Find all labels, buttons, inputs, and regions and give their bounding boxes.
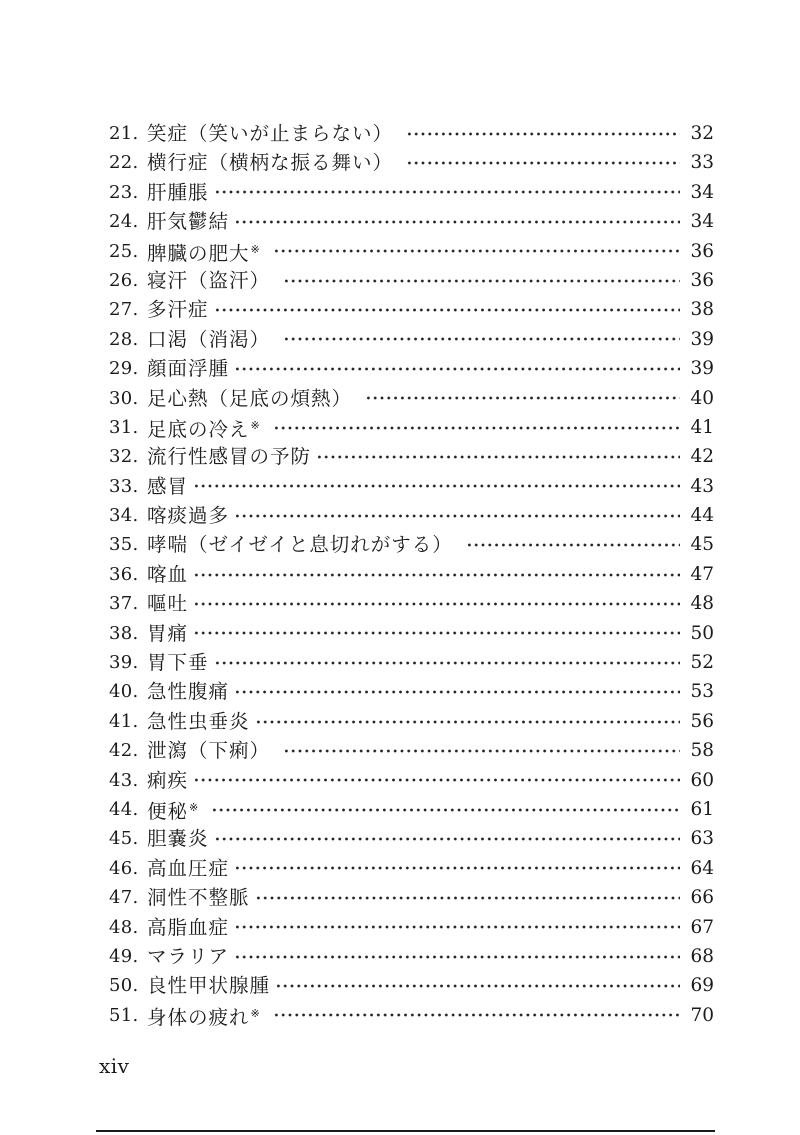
dot-leader — [281, 741, 680, 761]
entry-page-number: 53 — [690, 681, 714, 703]
entry-title: 肝気鬱結 — [147, 210, 230, 234]
entry-number: 24. — [109, 211, 139, 233]
entry-page-number: 58 — [690, 740, 714, 762]
entry-number: 22. — [109, 152, 139, 174]
dot-leader — [314, 447, 680, 467]
toc-entry — [109, 413, 714, 442]
entry-number: 35. — [109, 534, 139, 556]
toc-entry — [109, 971, 714, 1000]
toc-entry — [109, 530, 714, 559]
dot-leader — [191, 623, 680, 643]
entry-page-number: 32 — [690, 123, 714, 144]
entry-number: 21. — [109, 123, 139, 144]
toc-entry — [109, 824, 714, 853]
dot-leader — [273, 976, 680, 996]
dot-leader — [191, 594, 680, 614]
entry-number: 48. — [109, 916, 139, 938]
entry-title: 足底の冷え※ — [147, 417, 260, 441]
entry-page-number: 61 — [690, 798, 714, 820]
toc-entry — [109, 766, 714, 795]
entry-title: 哮喘（ゼイゼイと息切れがする） — [147, 533, 453, 557]
entry-title: 高脂血症 — [147, 915, 230, 939]
entry-title: マラリア — [147, 944, 230, 968]
entry-number: 39. — [109, 652, 139, 674]
entry-number: 37. — [109, 593, 139, 615]
entry-title: 流行性感冒の予防 — [147, 445, 312, 469]
toc-entry — [109, 677, 714, 706]
dot-leader — [404, 153, 680, 173]
toc-entry — [109, 501, 714, 530]
dot-leader — [271, 241, 680, 261]
entry-title: 喀血 — [147, 562, 189, 586]
toc-entry — [109, 119, 714, 148]
entry-page-number: 39 — [690, 328, 714, 350]
toc-entry — [109, 207, 714, 236]
entry-number: 45. — [109, 828, 139, 850]
entry-number: 32. — [109, 446, 139, 468]
toc-entry — [109, 589, 714, 618]
entry-number: 23. — [109, 181, 139, 203]
dot-leader — [253, 888, 680, 908]
toc-entry — [109, 354, 714, 383]
bottom-page-rule — [96, 1130, 715, 1132]
dot-leader — [212, 182, 680, 202]
toc-entry — [109, 560, 714, 589]
entry-title: 肝腫脹 — [147, 180, 209, 204]
entry-page-number: 47 — [690, 563, 714, 585]
entry-title: 横行症（横柄な振る舞い） — [147, 151, 394, 175]
entry-page-number: 64 — [690, 857, 714, 879]
entry-page-number: 36 — [690, 240, 714, 262]
entry-number: 51. — [109, 1004, 139, 1026]
toc-entry — [109, 1001, 714, 1030]
entry-title: 喀痰過多 — [147, 504, 230, 528]
note-mark: ※ — [250, 418, 260, 432]
entry-title: 胃痛 — [147, 621, 189, 645]
entry-number: 31. — [109, 416, 139, 438]
note-mark: ※ — [250, 1006, 260, 1020]
dot-leader — [212, 653, 680, 673]
entry-number: 44. — [109, 798, 139, 820]
dot-leader — [232, 506, 680, 526]
entry-title: 痢疾 — [147, 768, 189, 792]
toc-entry — [109, 266, 714, 295]
dot-leader — [191, 476, 680, 496]
toc-entry — [109, 854, 714, 883]
entry-number: 26. — [109, 269, 139, 291]
toc-entry — [109, 942, 714, 971]
entry-number: 38. — [109, 622, 139, 644]
dot-leader — [281, 329, 680, 349]
dot-leader — [232, 858, 680, 878]
dot-leader — [464, 535, 680, 555]
entry-page-number: 39 — [690, 358, 714, 380]
toc-entry — [109, 707, 714, 736]
entry-page-number: 41 — [690, 416, 714, 438]
toc-entry — [109, 619, 714, 648]
entry-number: 28. — [109, 328, 139, 350]
entry-page-number: 40 — [690, 387, 714, 409]
toc-entry — [109, 648, 714, 677]
entry-number: 30. — [109, 387, 139, 409]
entry-number: 50. — [109, 975, 139, 997]
entry-title: 洞性不整脈 — [147, 886, 250, 910]
toc-entry — [109, 736, 714, 765]
entry-number: 46. — [109, 857, 139, 879]
entry-page-number: 33 — [690, 152, 714, 174]
entry-title: 嘔吐 — [147, 592, 189, 616]
entry-number: 29. — [109, 358, 139, 380]
entry-number: 33. — [109, 475, 139, 497]
entry-number: 36. — [109, 563, 139, 585]
entry-title: 急性虫垂炎 — [147, 709, 250, 733]
dot-leader — [212, 829, 680, 849]
entry-number: 47. — [109, 887, 139, 909]
entry-title: 口渇（消渇） — [147, 327, 271, 351]
entry-title: 足心熱（足底の煩熱） — [147, 386, 353, 410]
entry-page-number: 66 — [690, 887, 714, 909]
entry-title: 胃下垂 — [147, 651, 209, 675]
entry-page-number: 34 — [690, 181, 714, 203]
entry-title: 身体の疲れ※ — [147, 1005, 260, 1029]
table-of-contents — [109, 119, 714, 1030]
toc-entry — [109, 384, 714, 413]
entry-page-number: 45 — [690, 534, 714, 556]
dot-leader — [232, 212, 680, 232]
note-mark: ※ — [250, 242, 260, 256]
toc-entry — [109, 795, 714, 824]
entry-number: 27. — [109, 299, 139, 321]
page-folio: xiv — [99, 1054, 130, 1078]
entry-page-number: 42 — [690, 446, 714, 468]
entry-page-number: 67 — [690, 916, 714, 938]
toc-entry — [109, 913, 714, 942]
dot-leader — [404, 124, 680, 144]
entry-title: 急性腹痛 — [147, 680, 230, 704]
entry-page-number: 56 — [690, 710, 714, 732]
toc-entry — [109, 883, 714, 912]
toc-entry — [109, 178, 714, 207]
toc-entry — [109, 295, 714, 324]
entry-number: 25. — [109, 240, 139, 262]
entry-number: 41. — [109, 710, 139, 732]
dot-leader — [253, 712, 680, 732]
toc-entry — [109, 325, 714, 354]
entry-page-number: 68 — [690, 945, 714, 967]
entry-page-number: 60 — [690, 769, 714, 791]
entry-page-number: 50 — [690, 622, 714, 644]
entry-title: 笑症（笑いが止まらない） — [147, 122, 394, 145]
dot-leader — [281, 271, 680, 291]
toc-entry — [109, 472, 714, 501]
entry-page-number: 43 — [690, 475, 714, 497]
entry-page-number: 36 — [690, 269, 714, 291]
toc-entry — [109, 148, 714, 177]
entry-title: 便秘※ — [147, 799, 199, 823]
entry-page-number: 69 — [690, 975, 714, 997]
entry-title: 高血圧症 — [147, 856, 230, 880]
entry-title: 胆嚢炎 — [147, 827, 209, 851]
entry-title: 脾臓の肥大※ — [147, 241, 260, 265]
entry-title: 寝汗（盗汗） — [147, 268, 271, 292]
entry-page-number: 63 — [690, 828, 714, 850]
entry-page-number: 48 — [690, 593, 714, 615]
entry-page-number: 52 — [690, 652, 714, 674]
dot-leader — [232, 359, 680, 379]
dot-leader — [232, 682, 680, 702]
entry-number: 42. — [109, 740, 139, 762]
entry-title: 顔面浮腫 — [147, 357, 230, 381]
entry-title: 良性甲状腺腫 — [147, 974, 271, 998]
entry-page-number: 44 — [690, 505, 714, 527]
dot-leader — [209, 800, 680, 820]
entry-title: 多汗症 — [147, 298, 209, 322]
dot-leader — [363, 388, 680, 408]
entry-number: 43. — [109, 769, 139, 791]
dot-leader — [212, 300, 680, 320]
entry-number: 34. — [109, 505, 139, 527]
entry-title: 感冒 — [147, 474, 189, 498]
toc-entry — [109, 237, 714, 266]
dot-leader — [271, 418, 680, 438]
dot-leader — [191, 770, 680, 790]
dot-leader — [271, 1005, 680, 1025]
entry-number: 40. — [109, 681, 139, 703]
entry-page-number: 34 — [690, 211, 714, 233]
dot-leader — [232, 917, 680, 937]
dot-leader — [232, 947, 680, 967]
note-mark: ※ — [189, 800, 199, 814]
entry-page-number: 70 — [690, 1004, 714, 1026]
dot-leader — [191, 565, 680, 585]
entry-title: 泄瀉（下痢） — [147, 739, 271, 763]
entry-page-number: 38 — [690, 299, 714, 321]
toc-entry — [109, 442, 714, 471]
entry-number: 49. — [109, 945, 139, 967]
